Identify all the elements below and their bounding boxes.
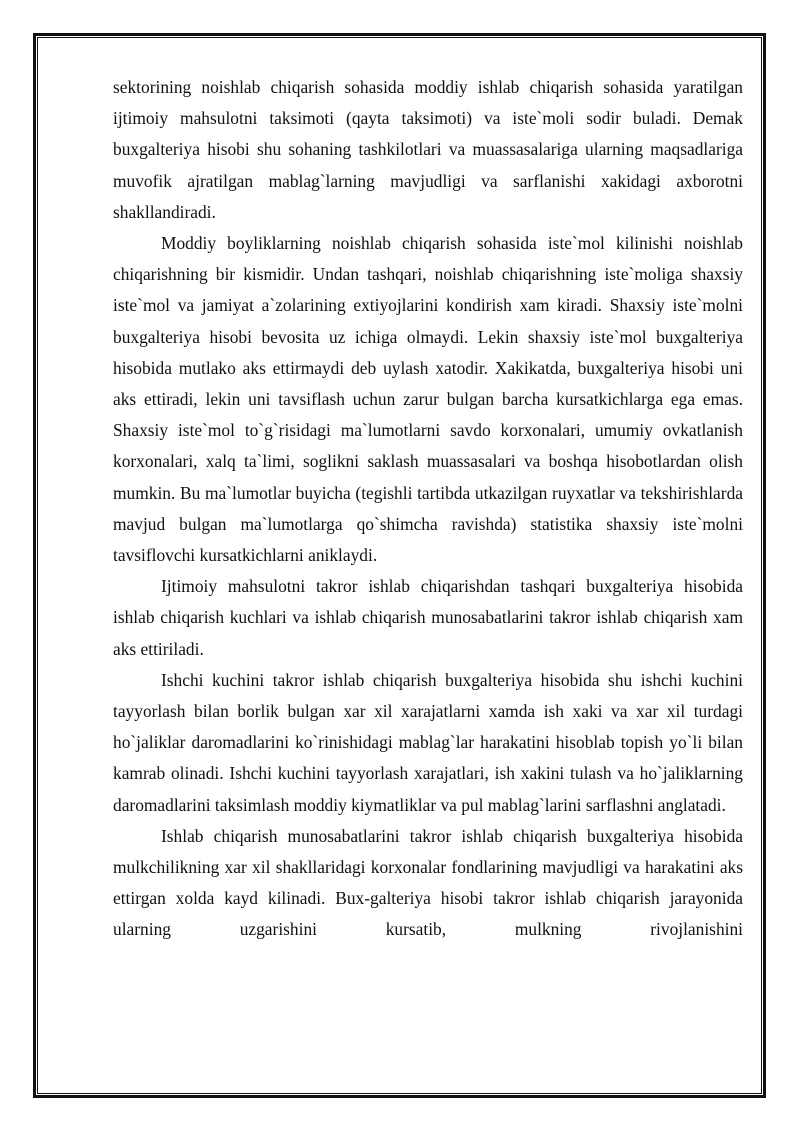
paragraph-moddiy-boyliklar: Moddiy boyliklarning noishlab chiqarish sohasida iste`mol kilinishi noishlab chiqarishning bir kismidir. Undan tashqari, noishlab chiqarishning iste`moliga shaxsiy iste`mol va jamiyat a`zolarining extiyojlarini kondirish xam kiradi. Shaxsiy iste`molni buxgalteriya hisobi bevosita uz ichiga olmaydi. Lekin shaxsiy iste`mol buxgalteriya hisobida mutlako aks ettirmaydi deb uylash xatodir. Xakikatda, buxgalteriya hisobi uni aks ettiradi, lekin uni tavsiflash uchun zarur bulgan barcha kursatkichlarga ega emas. Shaxsiy iste`mol to`g`risidagi ma`lumotlarni savdo korxonalari, umumiy ovkatlanish korxonalari, xalq ta`limi, soglikni saklash muassasalari va boshqa hisobotlardan olish mumkin. Bu ma`lumotlar buyicha (tegishli tartibda utkazilgan ruyxatlar va tekshirishlarda mavjud bulgan ma`lumotlarga qo`shimcha ravishda) statistika shaxsiy iste`molni tavsiflovchi kursatkichlarni aniklaydi. [113, 233, 743, 566]
paragraph-continuation: sektorining noishlab chiqarish sohasida moddiy ishlab chiqarish sohasida yaratilgan ijtimoiy mahsulotni taksimoti (qayta taksimoti) va iste`moli sodir buladi. Demak buxgalteriya hisobi shu sohaning tashkilotlari va muassasalariga ularning maqsadlariga muvofik ajratilgan mablag`larning mavjudligi va sarflanishi xakidagi axborotni shakllandiradi. [113, 77, 743, 222]
paragraph-ishchi-kuchi: Ishchi kuchini takror ishlab chiqarish buxgalteriya hisobida shu ishchi kuchini tayyorlash bilan borlik bulgan xar xil xarajatlarni xamda ish xaki va xar xil turdagi ho`jaliklar daromadlarini ko`rinishidagi mablag`lar harakatini hisoblab topish yo`li bilan kamrab olinadi. Ishchi kuchini tayyorlash xarajatlari, ish xakini tulash va ho`jaliklarning daromadlarini taksimlash moddiy kiymatliklar va pul mablag`larini sarflashni anglatadi. [113, 669, 743, 815]
paragraph-ishlab-chiqarish-munosabatlari: Ishlab chiqarish munosabatlarini takror ishlab chiqarish buxgalteriya hisobida mulkchilikning xar xil shakllaridagi korxonalar fondlarining mavjudligi va harakatini aks ettirgan xolda kayd kilinadi. Bux-galteriya hisobi takror ishlab chiqarish jarayonida ularning uzgarishini kursatib, mulkning rivojlanishini [113, 825, 743, 940]
document-body [113, 72, 743, 946]
paragraph-ijtimoiy-mahsulot: Ijtimoiy mahsulotni takror ishlab chiqarishdan tashqari buxgalteriya hisobida ishlab chiqarish kuchlari va ishlab chiqarish munosabatlarini takror ishlab chiqarish xam aks ettiriladi. [113, 576, 743, 659]
